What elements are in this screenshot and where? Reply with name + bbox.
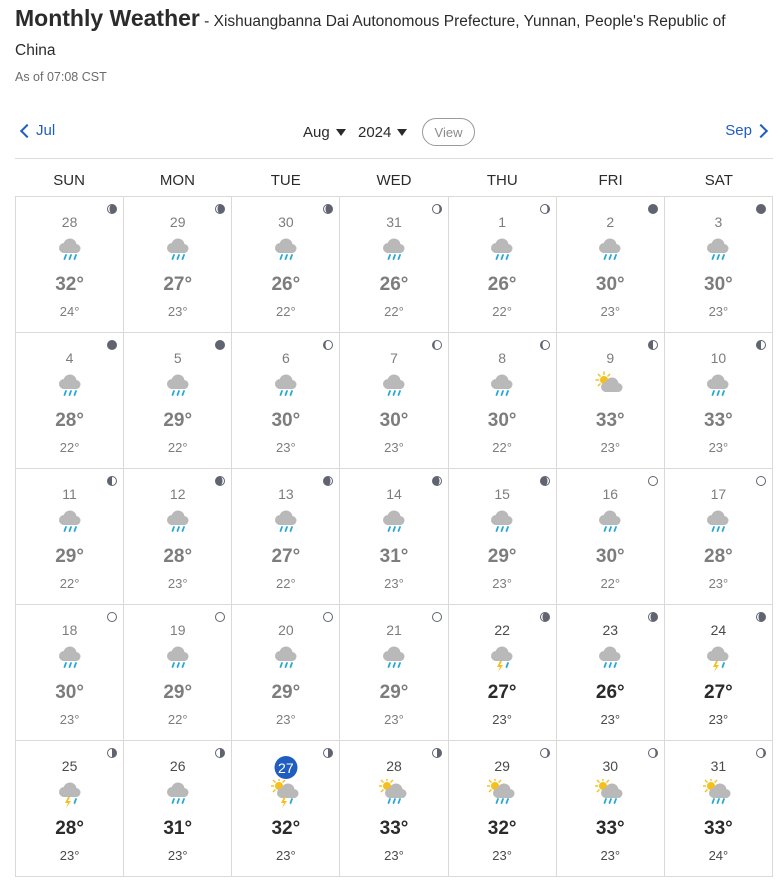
next-month-label: Sep [725, 122, 752, 139]
first-quarter-icon [756, 337, 766, 347]
day-number: 31 [710, 758, 727, 774]
as-of-timestamp: As of 07:08 CST [15, 70, 107, 84]
day-cell[interactable] [557, 469, 665, 605]
day-number: 16 [602, 486, 619, 502]
day-cell[interactable] [232, 469, 340, 605]
day-cell[interactable] [124, 741, 232, 877]
high-temperature: 26° [487, 274, 517, 295]
day-cell[interactable] [16, 605, 124, 741]
rain-icon [595, 235, 625, 265]
high-temperature: 29° [271, 682, 301, 703]
weekday-label: WED [376, 172, 412, 189]
rain-icon [163, 779, 193, 809]
day-cell[interactable] [340, 333, 448, 469]
month-select-value: Aug [303, 124, 330, 141]
waxing-gibbous-icon [215, 473, 225, 483]
day-cell[interactable] [16, 197, 124, 333]
day-number: 5 [173, 350, 182, 366]
low-temperature: 23° [384, 440, 404, 455]
high-temperature: 30° [271, 410, 301, 431]
low-temperature: 22° [492, 440, 512, 455]
first-quarter-icon [107, 473, 117, 483]
low-temperature: 23° [492, 848, 512, 863]
day-cell[interactable] [665, 333, 773, 469]
weekday-label: MON [159, 172, 195, 189]
day-cell[interactable] [557, 605, 665, 741]
day-number: 3 [714, 214, 723, 230]
year-select-value: 2024 [358, 124, 392, 141]
day-cell[interactable] [16, 741, 124, 877]
rain-icon [271, 643, 301, 673]
rain-icon [271, 235, 301, 265]
low-temperature: 23° [276, 440, 296, 455]
waning-crescent-icon [756, 745, 766, 755]
low-temperature: 23° [600, 712, 621, 727]
rain-icon [163, 643, 193, 673]
rain-icon [271, 371, 301, 401]
rain-icon [703, 507, 733, 537]
high-temperature: 28° [704, 546, 733, 567]
day-number: 30 [278, 214, 294, 230]
low-temperature: 23° [600, 848, 621, 863]
day-number: 14 [386, 486, 402, 502]
rain-icon [487, 371, 517, 401]
year-select[interactable] [358, 124, 407, 141]
rain-icon [487, 507, 517, 537]
rain-icon [271, 507, 301, 537]
low-temperature: 23° [492, 712, 512, 727]
day-cell[interactable] [124, 333, 232, 469]
waning-gibbous-icon [756, 609, 766, 619]
high-temperature: 28° [163, 546, 193, 567]
day-number: 6 [281, 350, 290, 366]
day-number: 2 [606, 214, 615, 230]
high-temperature: 27° [704, 682, 733, 703]
rain-icon [163, 235, 193, 265]
high-temperature: 29° [379, 682, 409, 703]
low-temperature: 22° [276, 304, 296, 319]
high-temperature: 29° [163, 410, 193, 431]
new-moon-icon [648, 201, 658, 211]
rain-icon [55, 235, 85, 265]
caret-down-icon [336, 129, 346, 136]
day-number: 29 [494, 758, 510, 774]
rain-icon [379, 507, 409, 537]
day-cell[interactable] [665, 469, 773, 605]
waning-gibbous-icon [215, 201, 225, 211]
waning-gibbous-icon [323, 201, 333, 211]
high-temperature: 33° [704, 410, 733, 431]
high-temperature: 27° [163, 274, 193, 295]
high-temperature: 30° [379, 410, 409, 431]
waning-gibbous-icon [540, 609, 550, 619]
low-temperature: 23° [600, 304, 621, 319]
high-temperature: 30° [595, 274, 625, 295]
new-moon-icon [215, 337, 225, 347]
rain-icon [595, 643, 625, 673]
high-temperature: 30° [704, 274, 733, 295]
low-temperature: 22° [167, 712, 188, 727]
high-temperature: 32° [271, 818, 301, 839]
day-cell[interactable] [557, 197, 665, 333]
low-temperature: 22° [384, 304, 404, 319]
rain-icon [379, 371, 409, 401]
day-cell[interactable] [449, 469, 557, 605]
low-temperature: 23° [167, 848, 188, 863]
sun-rain-icon [487, 779, 517, 809]
sun-rain-icon [703, 779, 733, 809]
day-number: 1 [498, 214, 507, 230]
waning-crescent-icon [648, 745, 658, 755]
day-cell[interactable] [232, 605, 340, 741]
high-temperature: 29° [163, 682, 193, 703]
day-number: 20 [278, 622, 294, 638]
weekday-label: FRI [598, 172, 623, 189]
waning-crescent-icon [540, 201, 550, 211]
weekday-label: SAT [704, 172, 733, 189]
full-moon-icon [756, 473, 766, 483]
low-temperature: 23° [708, 576, 729, 591]
third-quarter-icon [107, 745, 117, 755]
low-temperature: 23° [59, 848, 80, 863]
day-cell-today[interactable] [232, 741, 340, 877]
low-temperature: 22° [600, 576, 621, 591]
thunderstorm-icon [703, 643, 733, 673]
rain-icon [163, 507, 193, 537]
full-moon-icon [648, 473, 658, 483]
high-temperature: 30° [595, 546, 625, 567]
page-title: Monthly Weather [15, 5, 200, 31]
day-cell[interactable] [232, 197, 340, 333]
third-quarter-icon [215, 745, 225, 755]
page-header [15, 4, 770, 65]
location-text: - Xishuangbanna Dai Autonomous Prefecture, Yunnan, People's Republic of China [15, 13, 726, 59]
low-temperature: 23° [708, 440, 729, 455]
waxing-crescent-icon [540, 337, 550, 347]
rain-icon [379, 643, 409, 673]
day-cell[interactable] [557, 741, 665, 877]
low-temperature: 24° [59, 304, 80, 319]
full-moon-icon [432, 609, 442, 619]
today-badge: 27 [274, 756, 297, 779]
high-temperature: 27° [487, 682, 517, 703]
rain-icon [487, 235, 517, 265]
rain-icon [163, 371, 193, 401]
day-cell[interactable] [557, 333, 665, 469]
rain-icon [703, 235, 733, 265]
high-temperature: 31° [163, 818, 193, 839]
high-temperature: 33° [704, 818, 733, 839]
waning-gibbous-icon [648, 609, 658, 619]
low-temperature: 23° [492, 576, 512, 591]
third-quarter-icon [323, 745, 333, 755]
day-cell[interactable] [665, 197, 773, 333]
low-temperature: 23° [384, 576, 404, 591]
new-moon-icon [756, 201, 766, 211]
low-temperature: 22° [59, 440, 80, 455]
full-moon-icon [215, 609, 225, 619]
high-temperature: 32° [55, 274, 84, 295]
low-temperature: 22° [276, 576, 296, 591]
day-cell[interactable] [124, 197, 232, 333]
low-temperature: 23° [276, 712, 296, 727]
day-number: 28 [386, 758, 402, 774]
low-temperature: 23° [384, 712, 404, 727]
high-temperature: 27° [271, 546, 301, 567]
day-cell[interactable] [232, 333, 340, 469]
high-temperature: 26° [271, 274, 301, 295]
waxing-crescent-icon [432, 337, 442, 347]
high-temperature: 26° [379, 274, 409, 295]
day-number: 12 [169, 486, 186, 502]
day-cell[interactable] [449, 197, 557, 333]
sun-rain-icon [379, 779, 409, 809]
previous-month-label: Jul [36, 122, 56, 139]
waxing-gibbous-icon [432, 473, 442, 483]
day-number: 25 [61, 758, 78, 774]
day-number: 8 [498, 350, 507, 366]
high-temperature: 28° [55, 818, 84, 839]
high-temperature: 33° [379, 818, 409, 839]
day-number: 26 [169, 758, 186, 774]
day-number: 10 [710, 350, 727, 366]
high-temperature: 29° [55, 546, 84, 567]
weekday-label: SUN [53, 172, 85, 189]
full-moon-icon [107, 609, 117, 619]
new-moon-icon [107, 337, 117, 347]
day-number: 9 [606, 350, 615, 366]
sun-rain-icon [595, 779, 625, 809]
third-quarter-icon [432, 745, 442, 755]
previous-month-link[interactable] [18, 122, 55, 139]
weekday-label: THU [486, 172, 518, 189]
day-number: 13 [278, 486, 294, 502]
rain-icon [55, 643, 85, 673]
next-month-link[interactable] [725, 122, 770, 139]
month-select[interactable] [303, 124, 346, 141]
day-number: 7 [390, 350, 398, 366]
sun-thunderstorm-icon [271, 779, 301, 809]
day-number: 19 [169, 622, 186, 638]
low-temperature: 23° [167, 576, 188, 591]
day-number: 15 [494, 486, 510, 502]
day-cell[interactable] [124, 469, 232, 605]
day-number: 29 [169, 214, 186, 230]
low-temperature: 23° [276, 848, 296, 863]
day-cell[interactable] [16, 469, 124, 605]
low-temperature: 23° [600, 440, 621, 455]
thunderstorm-icon [487, 643, 517, 673]
day-number: 31 [386, 214, 402, 230]
low-temperature: 22° [167, 440, 188, 455]
day-cell[interactable] [340, 741, 448, 877]
day-number: 24 [710, 622, 727, 638]
high-temperature: 33° [595, 818, 625, 839]
partly-cloudy-icon [595, 371, 625, 401]
low-temperature: 23° [384, 848, 404, 863]
day-number: 28 [61, 214, 78, 230]
thunderstorm-icon [55, 779, 85, 809]
day-cell[interactable] [449, 741, 557, 877]
high-temperature: 30° [55, 682, 84, 703]
rain-icon [55, 507, 85, 537]
day-number: 30 [602, 758, 619, 774]
full-moon-icon [323, 609, 333, 619]
low-temperature: 23° [708, 304, 729, 319]
weekday-header-row [15, 172, 773, 189]
day-cell[interactable] [340, 469, 448, 605]
day-cell[interactable] [340, 605, 448, 741]
day-number: 18 [61, 622, 78, 638]
day-number: 11 [62, 486, 77, 502]
day-number: 4 [65, 350, 74, 366]
rain-icon [595, 507, 625, 537]
weekday-label: TUE [270, 172, 301, 189]
caret-down-icon [397, 129, 407, 136]
calendar-grid [15, 196, 773, 877]
day-cell[interactable] [665, 741, 773, 877]
high-temperature: 26° [595, 682, 625, 703]
header-divider [15, 158, 773, 159]
low-temperature: 22° [492, 304, 512, 319]
high-temperature: 28° [55, 410, 84, 431]
waning-crescent-icon [540, 745, 550, 755]
title-line [15, 4, 770, 65]
low-temperature: 24° [708, 848, 729, 863]
chevron-right-icon [754, 123, 768, 137]
low-temperature: 23° [708, 712, 729, 727]
day-cell[interactable] [340, 197, 448, 333]
day-number: 22 [494, 622, 510, 638]
waxing-gibbous-icon [323, 473, 333, 483]
first-quarter-icon [648, 337, 658, 347]
low-temperature: 23° [167, 304, 188, 319]
day-cell[interactable] [16, 333, 124, 469]
low-temperature: 23° [59, 712, 80, 727]
high-temperature: 32° [487, 818, 517, 839]
day-cell[interactable] [449, 605, 557, 741]
day-cell[interactable] [449, 333, 557, 469]
waxing-crescent-icon [323, 337, 333, 347]
high-temperature: 29° [487, 546, 517, 567]
rain-icon [379, 235, 409, 265]
view-button[interactable]: View [422, 118, 475, 146]
month-navigation [15, 116, 772, 150]
day-number: 23 [602, 622, 619, 638]
chevron-left-icon [20, 123, 34, 137]
waning-gibbous-icon [107, 201, 117, 211]
waxing-gibbous-icon [540, 473, 550, 483]
day-number: 17 [710, 486, 727, 502]
high-temperature: 31° [379, 546, 409, 567]
day-cell[interactable] [665, 605, 773, 741]
day-cell[interactable] [124, 605, 232, 741]
high-temperature: 30° [487, 410, 517, 431]
low-temperature: 22° [59, 576, 80, 591]
high-temperature: 33° [595, 410, 625, 431]
rain-icon [55, 371, 85, 401]
rain-icon [703, 371, 733, 401]
waning-crescent-icon [432, 201, 442, 211]
day-number: 21 [386, 622, 402, 638]
